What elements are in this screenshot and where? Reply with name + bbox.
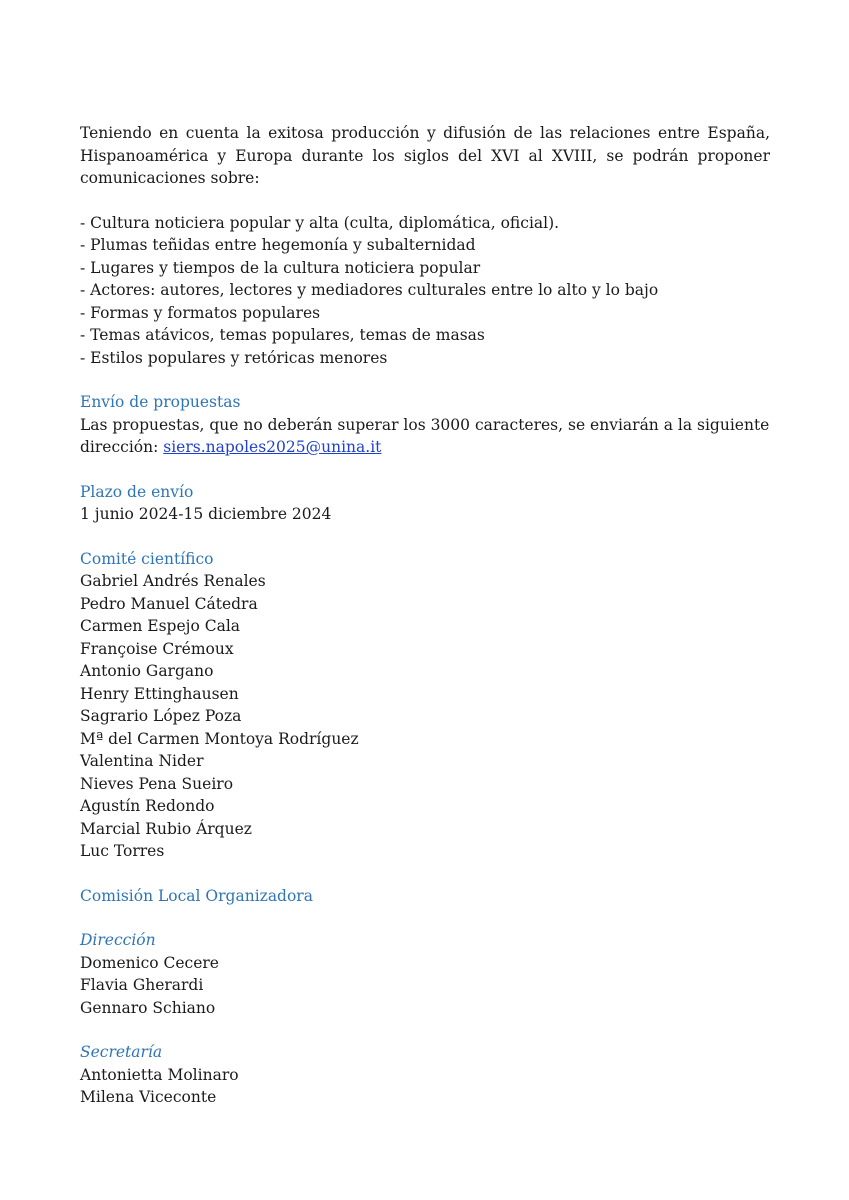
comite-member: Mª del Carmen Montoya Rodríguez <box>80 729 359 748</box>
direccion-heading: Dirección <box>80 931 156 949</box>
comite-member: Antonio Gargano <box>80 662 214 680</box>
comision-heading: Comisión Local Organizadora <box>80 886 313 905</box>
topic-item: - Formas y formatos populares <box>80 303 321 322</box>
envio-address-line <box>80 436 770 459</box>
comite-member: Luc Torres <box>80 842 165 860</box>
intro-paragraph: Teniendo en cuenta la exitosa producción y difusión de las relaciones entre España, Hispanoamérica y Europa durante los siglos del XVI al XVIII, se podrán proponer comunicaciones sobre: <box>80 124 770 187</box>
topic-item: - Lugares y tiempos de la cultura noticiera popular <box>80 258 481 277</box>
topic-item: - Estilos populares y retóricas menores <box>80 348 388 367</box>
secretaria-member: Milena Viceconte <box>80 1088 217 1106</box>
topic-item: - Plumas teñidas entre hegemonía y subalternidad <box>80 236 476 254</box>
comite-member: Carmen Espejo Cala <box>80 617 241 635</box>
topic-item: - Cultura noticiera popular y alta (culta, diplomática, oficial). <box>80 213 560 232</box>
comite-section <box>80 548 770 863</box>
comite-member: Henry Ettinghausen <box>80 684 239 703</box>
secretaria-heading: Secretaría <box>80 1043 163 1061</box>
plazo-dates: 1 junio 2024-15 diciembre 2024 <box>80 505 332 523</box>
envio-heading: Envío de propuestas <box>80 393 241 411</box>
comite-member: Pedro Manuel Cátedra <box>80 594 258 613</box>
comite-member: Sagrario López Poza <box>80 707 242 725</box>
secretaria-section <box>80 1041 770 1109</box>
comite-member: Françoise Crémoux <box>80 639 234 658</box>
document-page <box>80 122 770 1109</box>
topics-list <box>80 212 770 370</box>
secretaria-member: Antonietta Molinaro <box>80 1065 239 1084</box>
comite-member: Nieves Pena Sueiro <box>80 774 234 793</box>
comite-member: Valentina Nider <box>80 752 204 770</box>
envio-address-prefix: dirección: <box>80 438 164 456</box>
comite-heading: Comité científico <box>80 549 214 568</box>
envio-text: Las propuestas, que no deberán superar los 3000 caracteres, se enviarán a la siguiente <box>80 415 770 434</box>
direccion-member: Domenico Cecere <box>80 953 219 972</box>
plazo-section <box>80 481 770 526</box>
direccion-member: Gennaro Schiano <box>80 998 216 1017</box>
topic-item: - Actores: autores, lectores y mediadores culturales entre lo alto y lo bajo <box>80 281 659 299</box>
direccion-section <box>80 929 770 1019</box>
topic-item: - Temas atávicos, temas populares, temas de masas <box>80 326 485 344</box>
comision-section <box>80 885 770 908</box>
comite-member: Marcial Rubio Árquez <box>80 819 252 838</box>
comite-member: Gabriel Andrés Renales <box>80 572 266 590</box>
direccion-member: Flavia Gherardi <box>80 976 204 994</box>
plazo-heading: Plazo de envío <box>80 482 194 501</box>
envio-section <box>80 391 770 459</box>
email-link[interactable]: siers.napoles2025@unina.it <box>163 438 382 456</box>
comite-member: Agustín Redondo <box>80 797 215 815</box>
